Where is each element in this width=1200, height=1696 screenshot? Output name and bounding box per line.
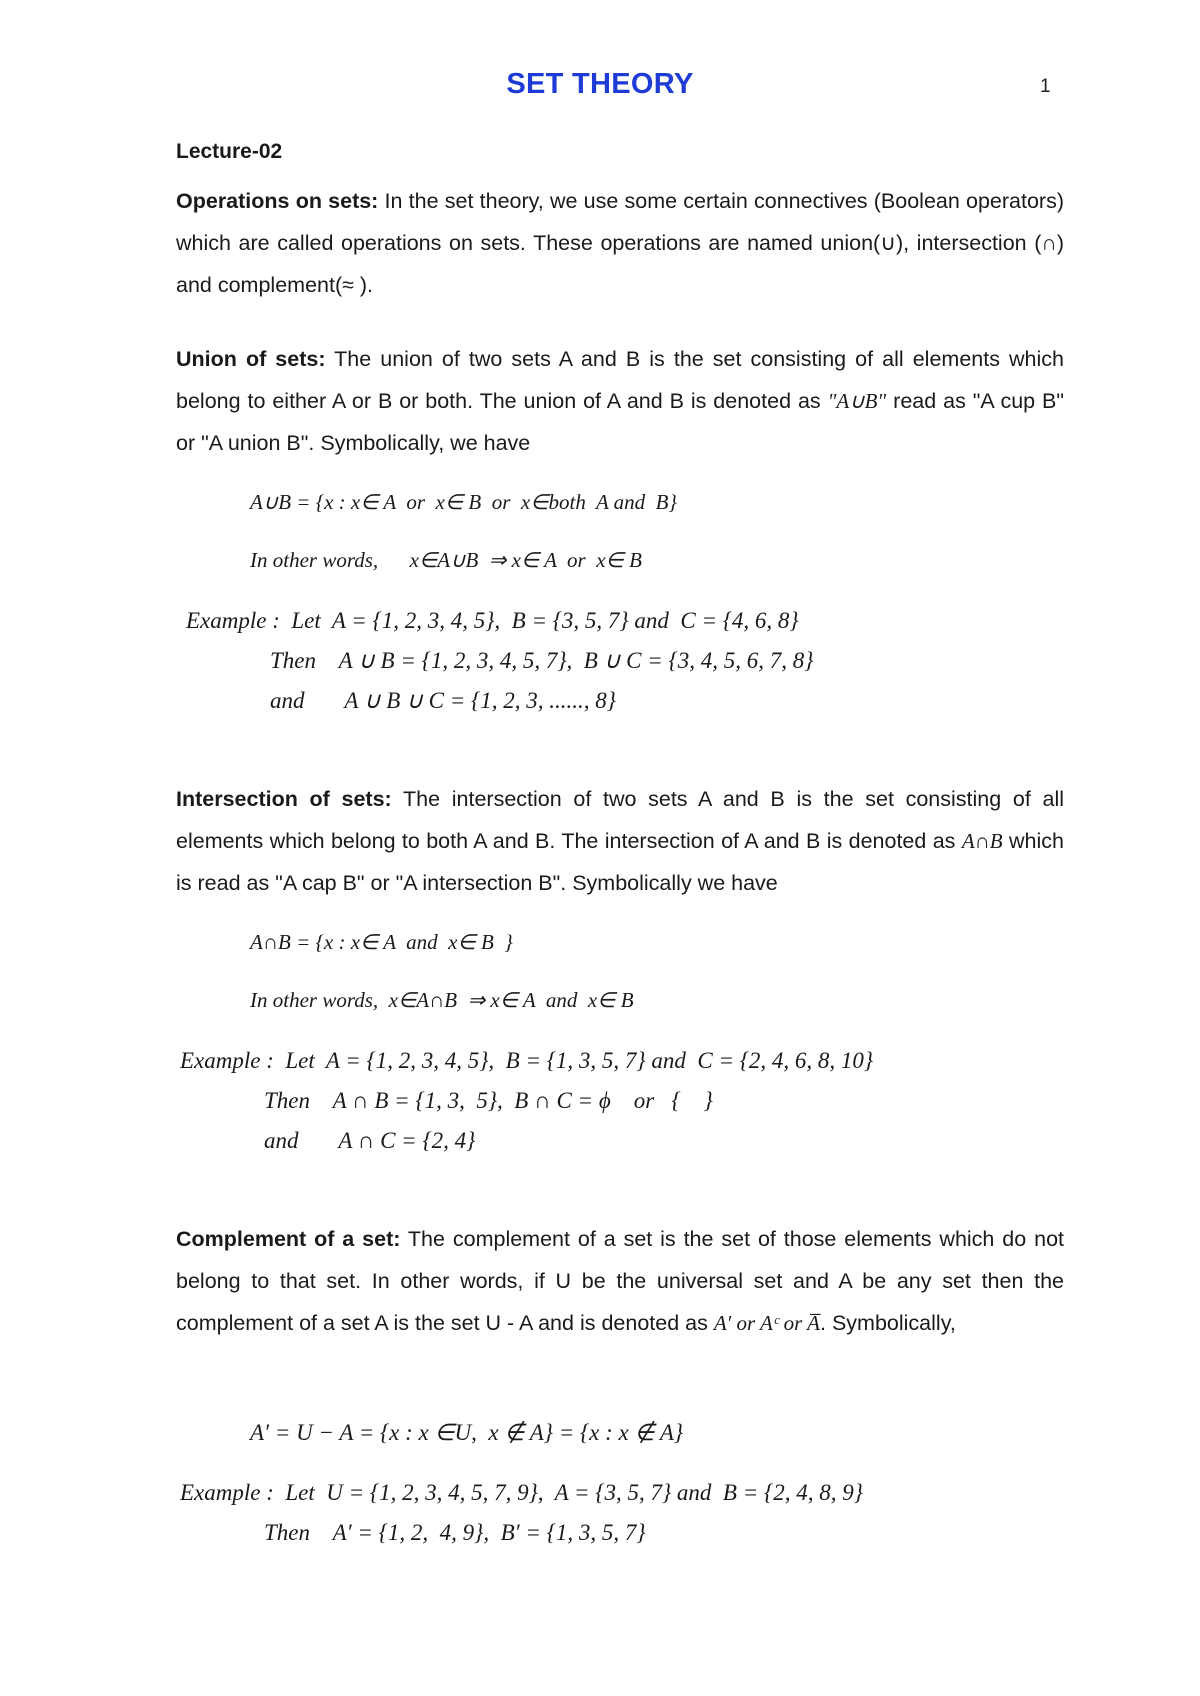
union-notation: "A∪B" [827,389,887,413]
page-number: 1 [1040,76,1051,97]
union-text-1: The union of two sets A and B is the set consisting of all elements which belong to either A or B or both. The union of A and B is denoted as [176,347,1064,413]
intersection-example-line-3: and A ∩ C = {2, 4} [264,1128,476,1153]
intersection-example-line-2: Then A ∩ B = {1, 3, 5}, B ∩ C = ϕ or { } [264,1088,713,1113]
operations-text-1: In the set theory, we use some certain connectives (Boolean operators) which are called operations on sets. These operations are named union [176,189,1064,255]
operations-text-4: . [367,273,374,297]
lecture-label: Lecture-02 [176,140,283,163]
intersection-symbol: (∩) [1034,231,1064,255]
intersection-notation: A∩B [961,829,1003,853]
intersection-text-1: The intersection of two sets A and B is the set consisting of all elements which belong to both A and B. The intersection of A and B is denoted as [176,787,1065,853]
union-definition: A∪B = {x : x∈ A or x∈ B or x∈both A and B} [250,490,677,514]
intersection-text-2: which is read as "A cap B" or "A intersection B". Symbolically we have [176,829,1064,895]
intersection-heading: Intersection of sets: [176,787,392,811]
union-example-line-2: Then A ∪ B = {1, 2, 3, 4, 5, 7}, B ∪ C = {3, 4, 5, 6, 7, 8} [270,648,814,673]
operations-paragraph [176,180,1064,306]
intersection-definition: A∩B = {x : x∈ A and x∈ B } [250,930,513,954]
complement-text-1: The complement of a set is the set of those elements which do not belong to that set. In other words, if U be the universal set and A be any set then the complement of a set A is the set U - A and is denoted as [176,1227,1064,1335]
union-text-2: read as "A cup B" or "A union B". Symbolically, we have [176,389,1065,455]
operations-text-2: , intersection [903,231,1035,255]
union-example-line-3: and A ∪ B ∪ C = {1, 2, 3, ......, 8} [270,688,616,713]
union-heading: Union of sets: [176,347,326,371]
union-other-words: In other words, x∈A∪B ⇒ x∈ A or x∈ B [250,548,642,572]
page-title: SET THEORY [506,68,694,100]
complement-paragraph [176,1218,1064,1344]
intersection-other-words: In other words, x∈A∩B ⇒ x∈ A and x∈ B [250,988,634,1012]
complement-symbol: (≈ ) [334,273,368,297]
complement-definition: A′ = U − A = {x : x ∈U, x ∉ A} = {x : x ∉ A} [250,1420,684,1445]
union-paragraph [176,338,1064,464]
operations-text-3: and complement [176,273,335,297]
union-example-line-1: Example : Let A = {1, 2, 3, 4, 5}, B = {3, 5, 7} and C = {4, 6, 8} [186,608,799,633]
union-symbol: (∪) [873,231,904,255]
intersection-example-line-1: Example : Let A = {1, 2, 3, 4, 5}, B = {1, 3, 5, 7} and C = {2, 4, 6, 8, 10} [180,1048,874,1073]
complement-text-2: . Symbolically, [820,1311,956,1335]
intersection-paragraph [176,778,1064,904]
complement-example-line-2: Then A′ = {1, 2, 4, 9}, B′ = {1, 3, 5, 7} [264,1520,646,1545]
operations-heading: Operations on sets: [176,189,379,213]
complement-notation: A′ or Aᶜ or A̅ [713,1311,821,1335]
complement-example-line-1: Example : Let U = {1, 2, 3, 4, 5, 7, 9}, A = {3, 5, 7} and B = {2, 4, 8, 9} [180,1480,863,1505]
complement-heading: Complement of a set: [176,1227,401,1251]
